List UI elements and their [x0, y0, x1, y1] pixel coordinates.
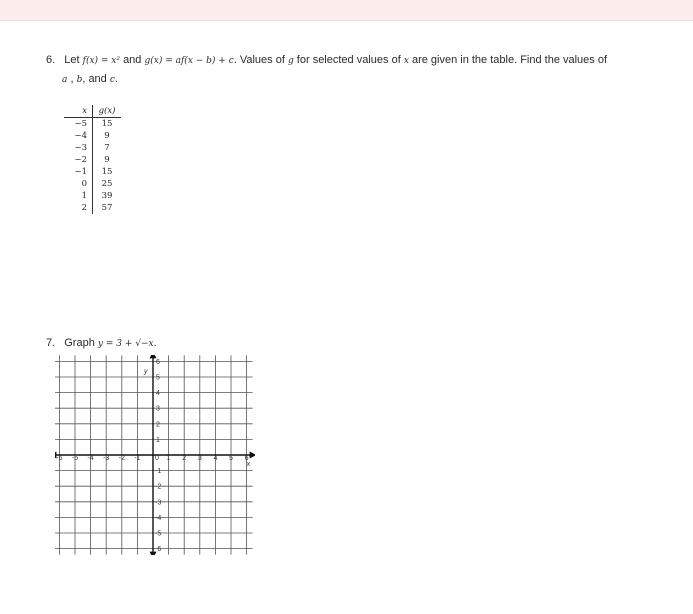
text-values-of: . Values of — [233, 54, 285, 66]
table-row — [64, 166, 121, 178]
x-tick-label: -5 — [71, 454, 79, 462]
table-cell-gx: 15 — [101, 119, 113, 129]
table-cell-x: −1 — [64, 166, 93, 178]
table-cell-gx: 9 — [104, 155, 110, 165]
table-cell-gx: 9 — [104, 131, 110, 141]
y-tick-label: -4 — [155, 514, 162, 522]
x-axis-right-arrow — [250, 452, 255, 459]
f-definition: f(x) = x² — [82, 56, 120, 66]
y-tick-label: 3 — [156, 405, 160, 413]
y-tick-label: -1 — [155, 468, 162, 476]
table-cell-gx: 39 — [101, 191, 113, 201]
question-6-text — [46, 54, 676, 66]
y-tick-label: 1 — [156, 436, 160, 444]
text-given-in-table: are given in the table. Find the values of — [411, 54, 608, 66]
period: . — [153, 337, 157, 349]
comma: , — [70, 73, 74, 85]
table-cell-x: 2 — [64, 202, 93, 214]
text-and: and — [123, 54, 142, 66]
y-axis-letter: y — [144, 368, 148, 376]
text-graph: Graph — [64, 337, 95, 349]
table-cell-x: −4 — [64, 130, 93, 142]
x-tick-label: -3 — [103, 454, 110, 462]
y-tick-label: -2 — [155, 483, 162, 491]
table-cell-gx: 25 — [101, 179, 113, 189]
question-number: 7. — [46, 337, 56, 349]
x-tick-label: -4 — [87, 454, 94, 462]
y-tick-label: 6 — [156, 358, 160, 366]
table-cell-gx: 15 — [101, 167, 113, 177]
y-tick-label: 2 — [156, 421, 160, 429]
var-c: c — [109, 75, 115, 85]
table-cell-x: −3 — [64, 142, 93, 154]
table-row — [64, 154, 121, 166]
x-tick-label: 0 — [155, 454, 159, 462]
table-header-x: x — [64, 105, 93, 118]
x-tick-label: -6 — [56, 454, 63, 462]
x-tick-label: -2 — [118, 454, 125, 462]
var-a: a — [62, 75, 68, 85]
y-tick-label: 4 — [156, 390, 160, 398]
question-number: 6. — [46, 54, 56, 66]
text-and-2: , and — [82, 73, 107, 85]
values-table — [64, 105, 121, 214]
table-cell-x: −5 — [64, 118, 93, 131]
table-cell-x: −2 — [64, 154, 93, 166]
x-tick-label: 6 — [244, 454, 249, 462]
var-b: b — [76, 75, 83, 85]
table-header-row — [64, 105, 121, 118]
text-let: Let — [64, 54, 80, 66]
y-axis-up-arrow — [150, 355, 157, 358]
coordinate-grid[interactable] — [55, 355, 255, 555]
top-banner — [0, 0, 693, 21]
y-tick-label: -3 — [155, 499, 162, 507]
table-cell-gx: 7 — [104, 143, 110, 153]
y-tick-label: 5 — [156, 374, 160, 382]
x-tick-label: 5 — [229, 454, 233, 462]
table-row — [64, 190, 121, 202]
table-cell-gx: 57 — [101, 203, 113, 213]
x-tick-label: -1 — [134, 454, 141, 462]
table-row — [64, 142, 121, 154]
x-tick-label: 3 — [197, 454, 202, 462]
table-header-gx: g(x) — [93, 105, 122, 118]
var-g: g — [287, 56, 294, 66]
x-tick-label: 1 — [166, 454, 171, 462]
x-axis-letter: x — [246, 461, 251, 468]
table-row — [64, 178, 121, 190]
table-cell-x: 0 — [64, 178, 93, 190]
graph-equation: y = 3 + √−x — [97, 339, 154, 349]
table-row — [64, 202, 121, 214]
period: . — [114, 73, 118, 85]
x-tick-label: 4 — [213, 454, 218, 462]
g-definition: g(x) = af(x − b) + c — [144, 56, 234, 66]
table-cell-x: 1 — [64, 190, 93, 202]
table-row — [64, 130, 121, 142]
y-tick-label: -6 — [155, 546, 162, 554]
text-for-selected: for selected values of — [296, 54, 401, 66]
y-tick-label: -5 — [155, 530, 162, 538]
question-6-text-line2 — [62, 73, 118, 85]
x-tick-label: 2 — [182, 454, 187, 462]
var-x: x — [403, 56, 409, 66]
question-7-text — [46, 337, 157, 349]
table-row — [64, 118, 121, 131]
